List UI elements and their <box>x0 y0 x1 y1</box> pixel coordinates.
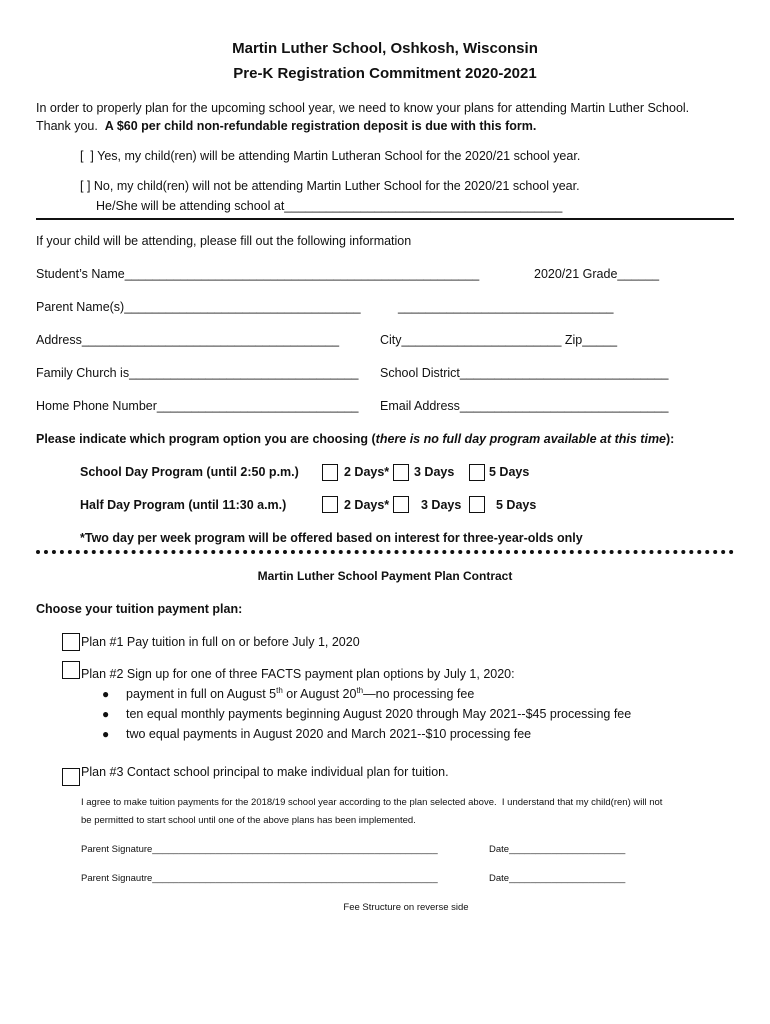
section-divider <box>36 218 734 220</box>
bullet-icon: ● <box>102 727 110 741</box>
plan2-option-full-b: or August 20 <box>282 687 357 701</box>
plan2-option-full <box>126 687 474 701</box>
info-heading: If your child will be attending, please fill out the following information <box>36 234 412 248</box>
address-field[interactable]: Address_____________________________________ <box>36 333 340 347</box>
deposit-notice: A $60 per child non-refundable registration deposit is due with this form. <box>104 119 537 133</box>
half-day-3days-label: 3 Days <box>421 498 462 512</box>
plan2-option-two: two equal payments in August 2020 and March 2021--$10 processing fee <box>126 727 532 741</box>
section-divider-dotted <box>36 550 734 554</box>
plan1-checkbox[interactable] <box>62 633 80 651</box>
city-zip-field[interactable]: City_______________________ Zip_____ <box>380 333 618 347</box>
intro-deposit <box>36 119 536 133</box>
half-day-5days-label: 5 Days <box>496 498 537 512</box>
plan2-label: Plan #2 Sign up for one of three FACTS payment plan options by July 1, 2020: <box>81 667 515 681</box>
footer-note: Fee Structure on reverse side <box>343 902 469 913</box>
agreement-text-2: be permitted to start school until one of the above plans has been implemented. <box>81 815 416 826</box>
school-day-3days-label: 3 Days <box>414 465 455 479</box>
school-day-5days-label: 5 Days <box>489 465 530 479</box>
parent-names-field[interactable]: Parent Name(s)__________________________________ <box>36 300 361 314</box>
date-field-1[interactable]: Date______________________ <box>489 844 626 855</box>
payment-choose: Choose your tuition payment plan: <box>36 602 243 616</box>
intro-thanks: Thank you. <box>36 119 105 133</box>
plan1-label: Plan #1 Pay tuition in full on or before July 1, 2020 <box>81 635 360 649</box>
date-field-2[interactable]: Date______________________ <box>489 873 626 884</box>
attendance-no-option[interactable]: [ ] No, my child(ren) will not be attending Martin Luther School for the 2020/21 school year. <box>80 179 580 193</box>
agreement-text-1: I agree to make tuition payments for the 2018/19 school year according to the plan selected above. I understand that my child(ren) will not <box>81 797 663 808</box>
parent-signature-field-2[interactable]: Parent Signautre______________________________________________________ <box>81 873 438 884</box>
plan2-option-full-c: —no processing fee <box>363 687 475 701</box>
plan3-label: Plan #3 Contact school principal to make individual plan for tuition. <box>81 765 449 779</box>
school-day-2days-checkbox[interactable] <box>322 464 338 481</box>
program-prompt <box>36 432 674 446</box>
other-school-field[interactable]: He/She will be attending school at________________________________________ <box>96 199 563 213</box>
program-prompt-note: there is no full day program available at this time <box>375 432 667 446</box>
attendance-yes-option[interactable]: [ ] Yes, my child(ren) will be attending Martin Lutheran School for the 2020/21 school year. <box>80 149 581 163</box>
plan2-checkbox[interactable] <box>62 661 80 679</box>
school-day-label: School Day Program (until 2:50 p.m.) <box>80 465 299 479</box>
ordinal-sup-1: th <box>276 685 283 695</box>
school-day-3days-checkbox[interactable] <box>393 464 409 481</box>
half-day-3days-checkbox[interactable] <box>393 496 409 513</box>
half-day-label: Half Day Program (until 11:30 a.m.) <box>80 498 287 512</box>
bullet-icon: ● <box>102 707 110 721</box>
bullet-icon: ● <box>102 687 110 701</box>
school-district-field[interactable]: School District______________________________ <box>380 366 669 380</box>
page-subtitle: Pre-K Registration Commitment 2020-2021 <box>233 65 537 82</box>
payment-heading: Martin Luther School Payment Plan Contract <box>257 569 513 583</box>
plan2-option-monthly: ten equal monthly payments beginning August 2020 through May 2021--$45 processing fee <box>126 707 632 721</box>
program-prompt-end: ): <box>666 432 675 446</box>
intro-text: In order to properly plan for the upcoming school year, we need to know your plans for attending Martin Luther School. <box>36 101 690 115</box>
program-footnote: *Two day per week program will be offered based on interest for three-year-olds only <box>80 531 583 545</box>
grade-field[interactable]: 2020/21 Grade______ <box>534 267 660 281</box>
half-day-2days-checkbox[interactable] <box>322 496 338 513</box>
program-prompt-text: Please indicate which program option you are choosing ( <box>36 432 376 446</box>
school-day-2days-label: 2 Days* <box>344 465 390 479</box>
school-day-5days-checkbox[interactable] <box>469 464 485 481</box>
parent-signature-field-1[interactable]: Parent Signature______________________________________________________ <box>81 844 438 855</box>
page-title: Martin Luther School, Oshkosh, Wisconsin <box>232 40 538 57</box>
student-name-field[interactable]: Student’s Name___________________________________________________ <box>36 267 480 281</box>
half-day-2days-label: 2 Days* <box>344 498 390 512</box>
church-field[interactable]: Family Church is_________________________________ <box>36 366 359 380</box>
parent-names-field-2[interactable]: _______________________________ <box>398 300 614 314</box>
home-phone-field[interactable]: Home Phone Number_____________________________ <box>36 399 359 413</box>
email-field[interactable]: Email Address______________________________ <box>380 399 669 413</box>
half-day-5days-checkbox[interactable] <box>469 496 485 513</box>
plan2-option-full-a: payment in full on August 5 <box>126 687 277 701</box>
ordinal-sup-2: th <box>356 685 364 695</box>
plan3-checkbox[interactable] <box>62 768 80 786</box>
